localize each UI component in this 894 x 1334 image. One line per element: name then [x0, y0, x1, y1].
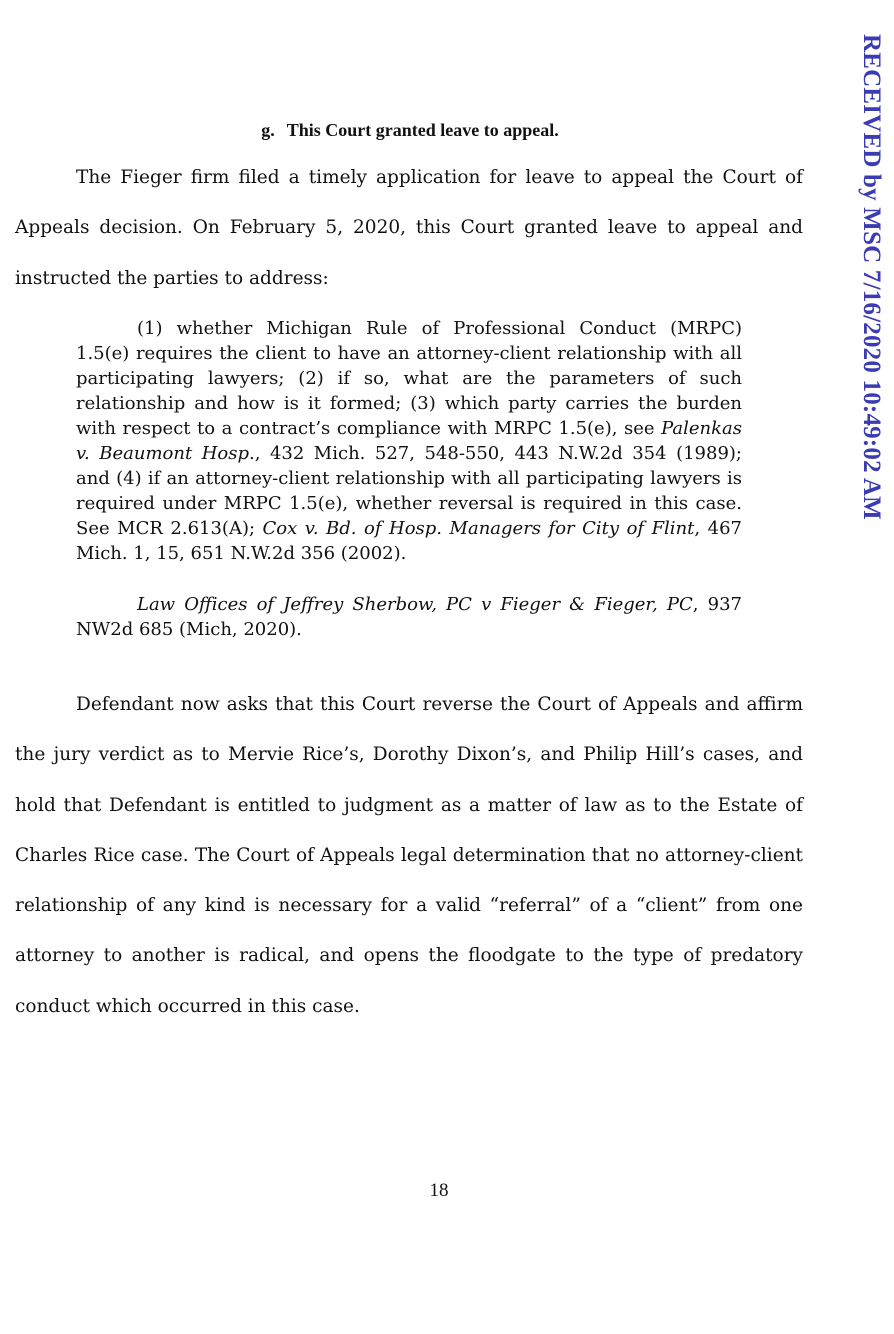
quote-text-part-1: (1) whether Michigan Rule of Professional Conduct (MRPC) 1.5(e) requires the client to have an attorney-client relationship with all participating lawyers; (2) if so, what are the parameters of such relationship and how is it formed; (3) which party carries the burden with respect to a contract’s compliance with MRPC 1.5(e), see	[76, 318, 742, 439]
block-quote-order	[76, 316, 742, 566]
block-quote-citation	[76, 592, 742, 642]
case-citation-cox: Cox v. Bd. of Hosp. Managers for City of Flint	[262, 518, 695, 539]
section-title: This Court granted leave to appeal.	[286, 120, 559, 140]
case-citation-palenkas: Palenkas v. Beaumont Hosp	[76, 418, 742, 464]
case-citation-sherbow: Law Offices of Jeffrey Sherbow, PC v Fieger & Fieger, PC	[137, 594, 693, 615]
section-marker: g.	[261, 120, 275, 140]
quote-text-part-2: ., 432 Mich. 527, 548-550, 443 N.W.2d 354 (1989); and (4) if an attorney-client relationship with all participating lawyers is required under MRPC 1.5(e), whether reversal is required in this case. See MCR 2.613(A);	[76, 443, 742, 539]
body-paragraph-2: Defendant now asks that this Court reverse the Court of Appeals and affirm the jury verdict as to Mervie Rice’s, Dorothy Dixon’s, and Philip Hill’s cases, and hold that Defendant is entitled to judgment as a matter of law as to the Estate of Charles Rice case. The Court of Appeals legal determination that no attorney-client relationship of any kind is necessary for a valid “referral” of a “client” from one attorney to another is radical, and opens the floodgate to the type of predatory conduct which occurred in this case.	[15, 694, 803, 1017]
quote-text-part-3: , 467 Mich. 1, 15, 651 N.W.2d 356 (2002).	[76, 518, 742, 564]
citation-reporter: , 937 NW2d 685 (Mich, 2020).	[76, 594, 742, 640]
body-paragraph-1: The Fieger firm filed a timely application for leave to appeal the Court of Appeals decision. On February 5, 2020, this Court granted leave to appeal and instructed the parties to address:	[15, 167, 803, 289]
page-number: 18	[429, 1180, 449, 1201]
section-heading	[0, 120, 820, 141]
received-stamp: RECEIVED by MSC 7/16/2020 10:49:02 AM	[858, 34, 885, 520]
